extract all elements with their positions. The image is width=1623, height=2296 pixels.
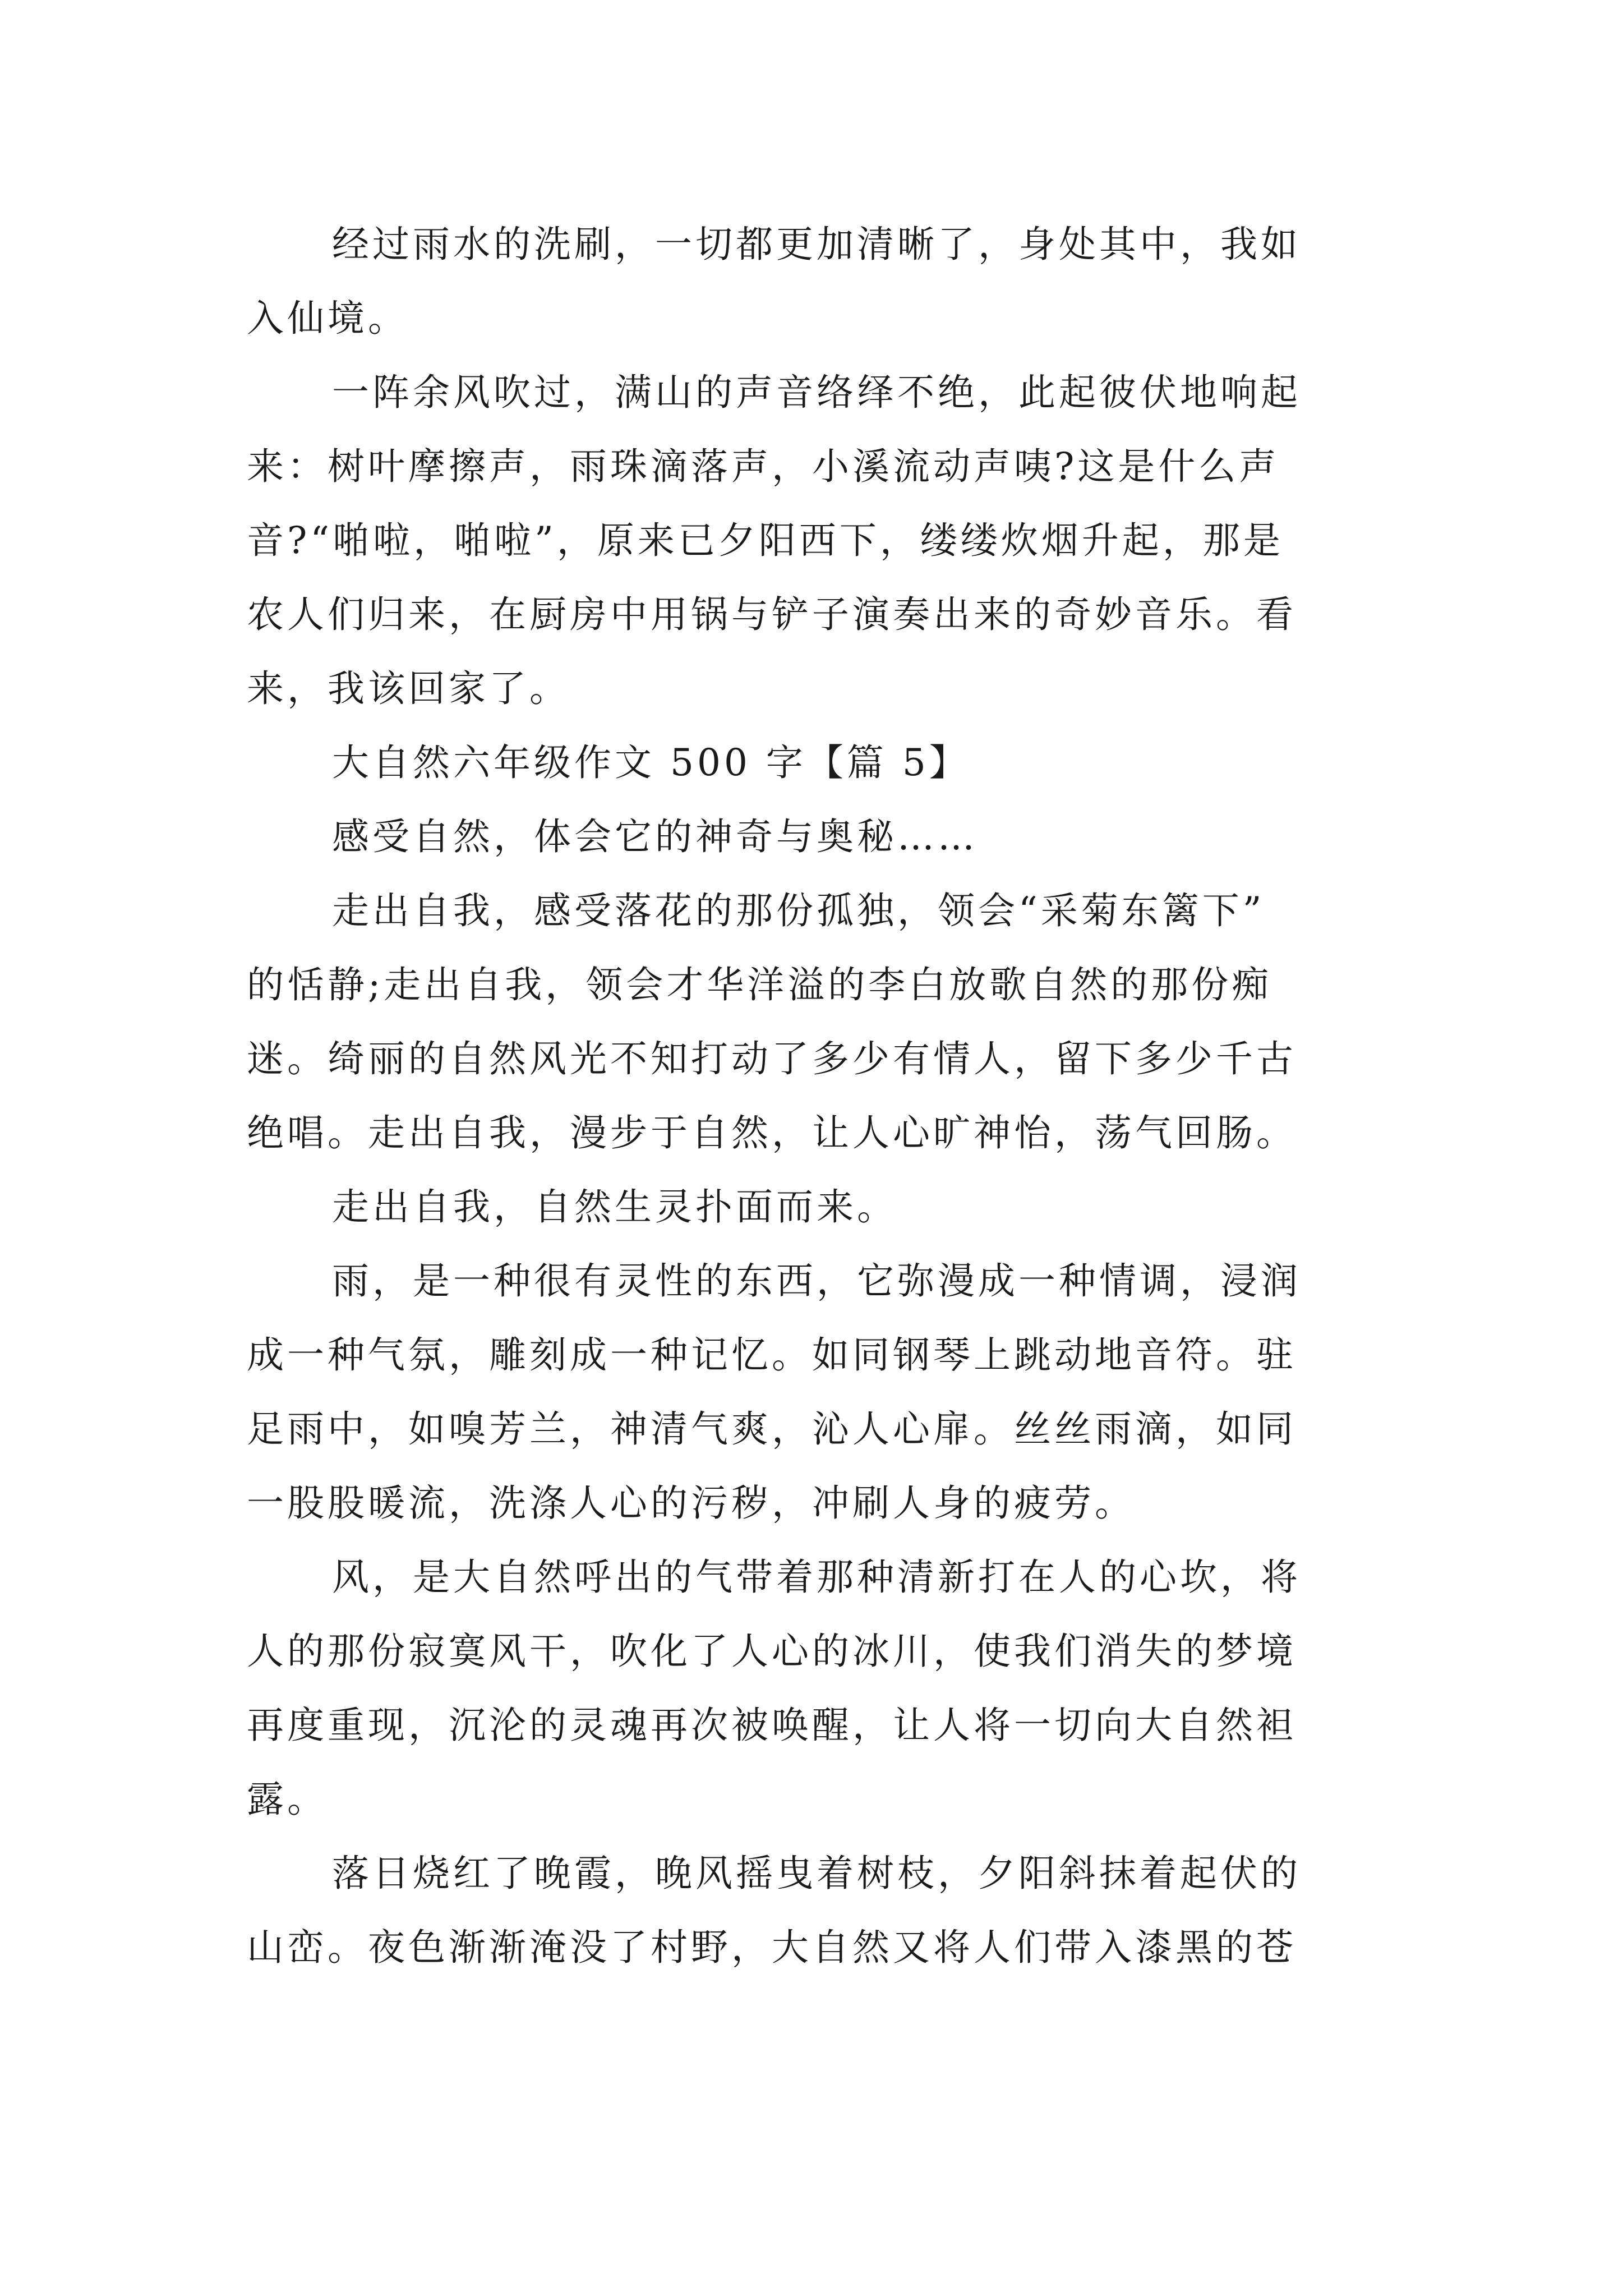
text-line: 的恬静;走出自我，领会才华洋溢的李白放歌自然的那份痴 xyxy=(247,963,1272,1006)
text-line: 音?“啪啦，啪啦”，原来已夕阳西下，缕缕炊烟升起，那是 xyxy=(247,519,1284,562)
text-line: 雨，是一种很有灵性的东西，它弥漫成一种情调，浸润 xyxy=(332,1259,1301,1303)
text-line: 足雨中，如嗅芳兰，神清气爽，沁人心扉。丝丝雨滴，如同 xyxy=(247,1407,1297,1451)
text-line: 人的那份寂寞风干，吹化了人心的冰川，使我们消失的梦境 xyxy=(247,1630,1297,1673)
text-line: 露。 xyxy=(247,1778,328,1821)
text-line: 来，我该回家了。 xyxy=(247,667,570,710)
document-body xyxy=(247,208,1385,1985)
text-line: 经过雨水的洗刷，一切都更加清晰了，身处其中，我如 xyxy=(332,223,1301,266)
text-line: 一阵余风吹过，满山的声音络绎不绝，此起彼伏地响起 xyxy=(332,371,1301,414)
text-line: 绝唱。走出自我，漫步于自然，让人心旷神怡，荡气回肠。 xyxy=(247,1111,1297,1154)
text-line: 走出自我，自然生灵扑面而来。 xyxy=(332,1185,897,1228)
text-line: 落日烧红了晚霞，晚风摇曳着树枝，夕阳斜抹着起伏的 xyxy=(332,1852,1301,1895)
text-line: 来：树叶摩擦声，雨珠滴落声，小溪流动声咦?这是什么声 xyxy=(247,445,1280,488)
section-heading: 大自然六年级作文 500 字【篇 5】 xyxy=(332,741,970,784)
text-line: 成一种气氛，雕刻成一种记忆。如同钢琴上跳动地音符。驻 xyxy=(247,1333,1297,1377)
text-line: 一股股暖流，洗涤人心的污秽，冲刷人身的疲劳。 xyxy=(247,1481,1135,1525)
text-line: 再度重现，沉沦的灵魂再次被唤醒，让人将一切向大自然袒 xyxy=(247,1704,1297,1747)
text-line: 风，是大自然呼出的气带着那种清新打在人的心坎，将 xyxy=(332,1556,1301,1599)
text-line: 山峦。夜色渐渐淹没了村野，大自然又将人们带入漆黑的苍 xyxy=(247,1926,1297,1969)
text-line: 农人们归来，在厨房中用锅与铲子演奏出来的奇妙音乐。看 xyxy=(247,593,1297,636)
text-line: 入仙境。 xyxy=(247,297,408,340)
text-line: 走出自我，感受落花的那份孤独，领会“采菊东篱下” xyxy=(332,889,1265,932)
text-line: 感受自然，体会它的神奇与奥秘…… xyxy=(332,815,978,858)
text-line: 迷。绮丽的自然风光不知打动了多少有情人，留下多少千古 xyxy=(247,1037,1297,1080)
